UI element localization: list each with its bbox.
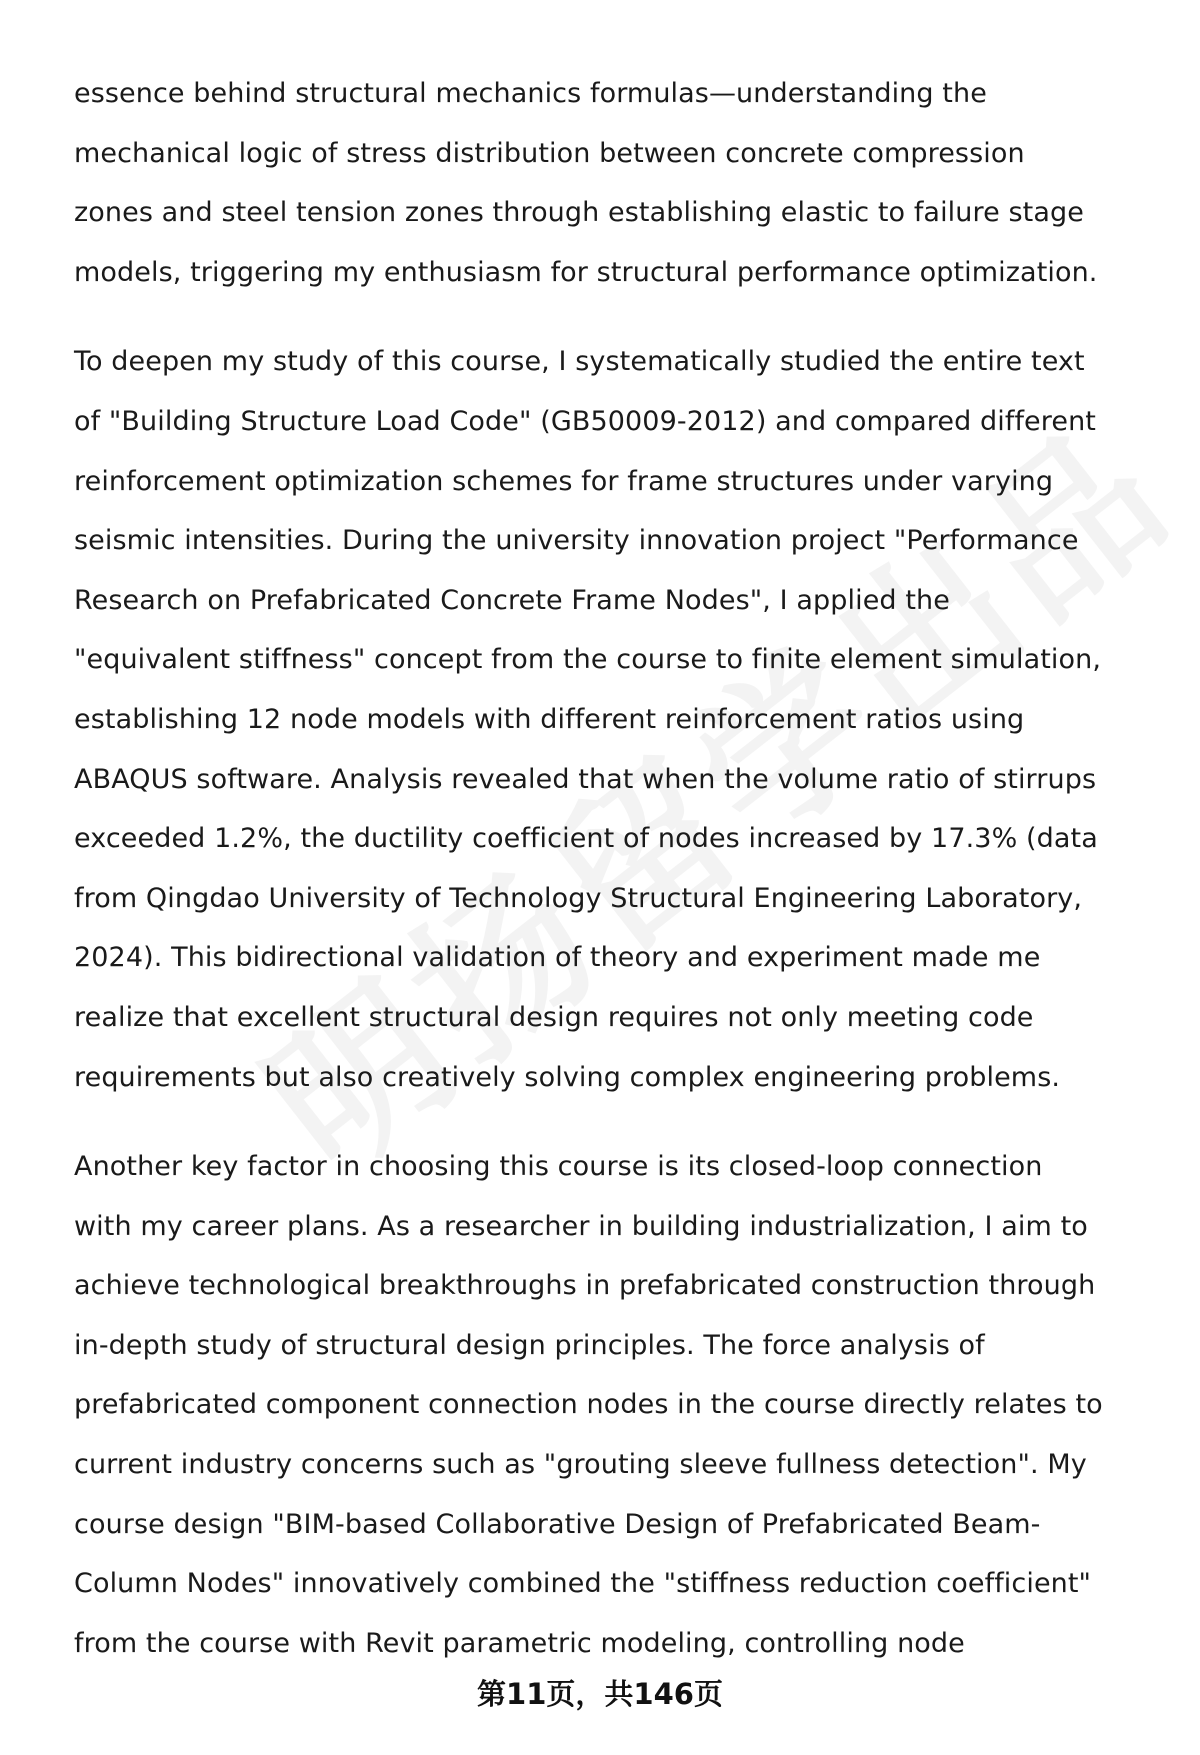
text-line: course design "BIM-based Collaborative Design of Prefabricated Beam-	[74, 1508, 1041, 1540]
text-line: from Qingdao University of Technology Structural Engineering Laboratory,	[74, 882, 1083, 914]
text-line: in-depth study of structural design principles. The force analysis of	[74, 1329, 985, 1361]
text-line: "equivalent stiffness" concept from the course to finite element simulation,	[74, 644, 1102, 676]
text-line: zones and steel tension zones through establishing elastic to failure stage	[74, 197, 1084, 229]
text-line: exceeded 1.2%, the ductility coefficient of nodes increased by 17.3% (data	[74, 823, 1098, 855]
text-line: Research on Prefabricated Concrete Frame Nodes", I applied the	[74, 584, 950, 616]
text-line: with my career plans. As a researcher in building industrialization, I aim to	[74, 1210, 1088, 1242]
text-line: from the course with Revit parametric modeling, controlling node	[74, 1627, 965, 1659]
text-line: requirements but also creatively solving complex engineering problems.	[74, 1061, 1061, 1093]
text-line: achieve technological breakthroughs in prefabricated construction through	[74, 1270, 1096, 1302]
text-line: reinforcement optimization schemes for frame structures under varying	[74, 465, 1054, 497]
text-line: prefabricated component connection nodes in the course directly relates to	[74, 1389, 1103, 1421]
text-line: realize that excellent structural design requires not only meeting code	[74, 1001, 1034, 1033]
text-line: Another key factor in choosing this course is its closed-loop connection	[74, 1151, 1043, 1183]
text-line: To deepen my study of this course, I systematically studied the entire text	[74, 346, 1085, 378]
text-line: current industry concerns such as "grouting sleeve fullness detection". My	[74, 1449, 1087, 1481]
body-text	[74, 64, 1154, 1673]
paragraph-2	[74, 332, 1154, 1107]
page-number-footer: 第11页，共146页	[477, 1677, 723, 1711]
text-line: essence behind structural mechanics formulas—understanding the	[74, 78, 987, 109]
paragraph-3	[74, 1137, 1154, 1673]
text-line: establishing 12 node models with different reinforcement ratios using	[74, 703, 1025, 735]
text-line: 2024). This bidirectional validation of theory and experiment made me	[74, 942, 1041, 974]
text-line: seismic intensities. During the university innovation project "Performance	[74, 525, 1079, 557]
text-line: mechanical logic of stress distribution between concrete compression	[74, 137, 1025, 169]
text-line: models, triggering my enthusiasm for structural performance optimization.	[74, 256, 1098, 288]
text-line: Column Nodes" innovatively combined the "stiffness reduction coefficient"	[74, 1568, 1092, 1600]
text-line: ABAQUS software. Analysis revealed that when the volume ratio of stirrups	[74, 763, 1097, 795]
text-line: of "Building Structure Load Code" (GB50009-2012) and compared different	[74, 405, 1096, 437]
paragraph-1	[74, 64, 1154, 302]
